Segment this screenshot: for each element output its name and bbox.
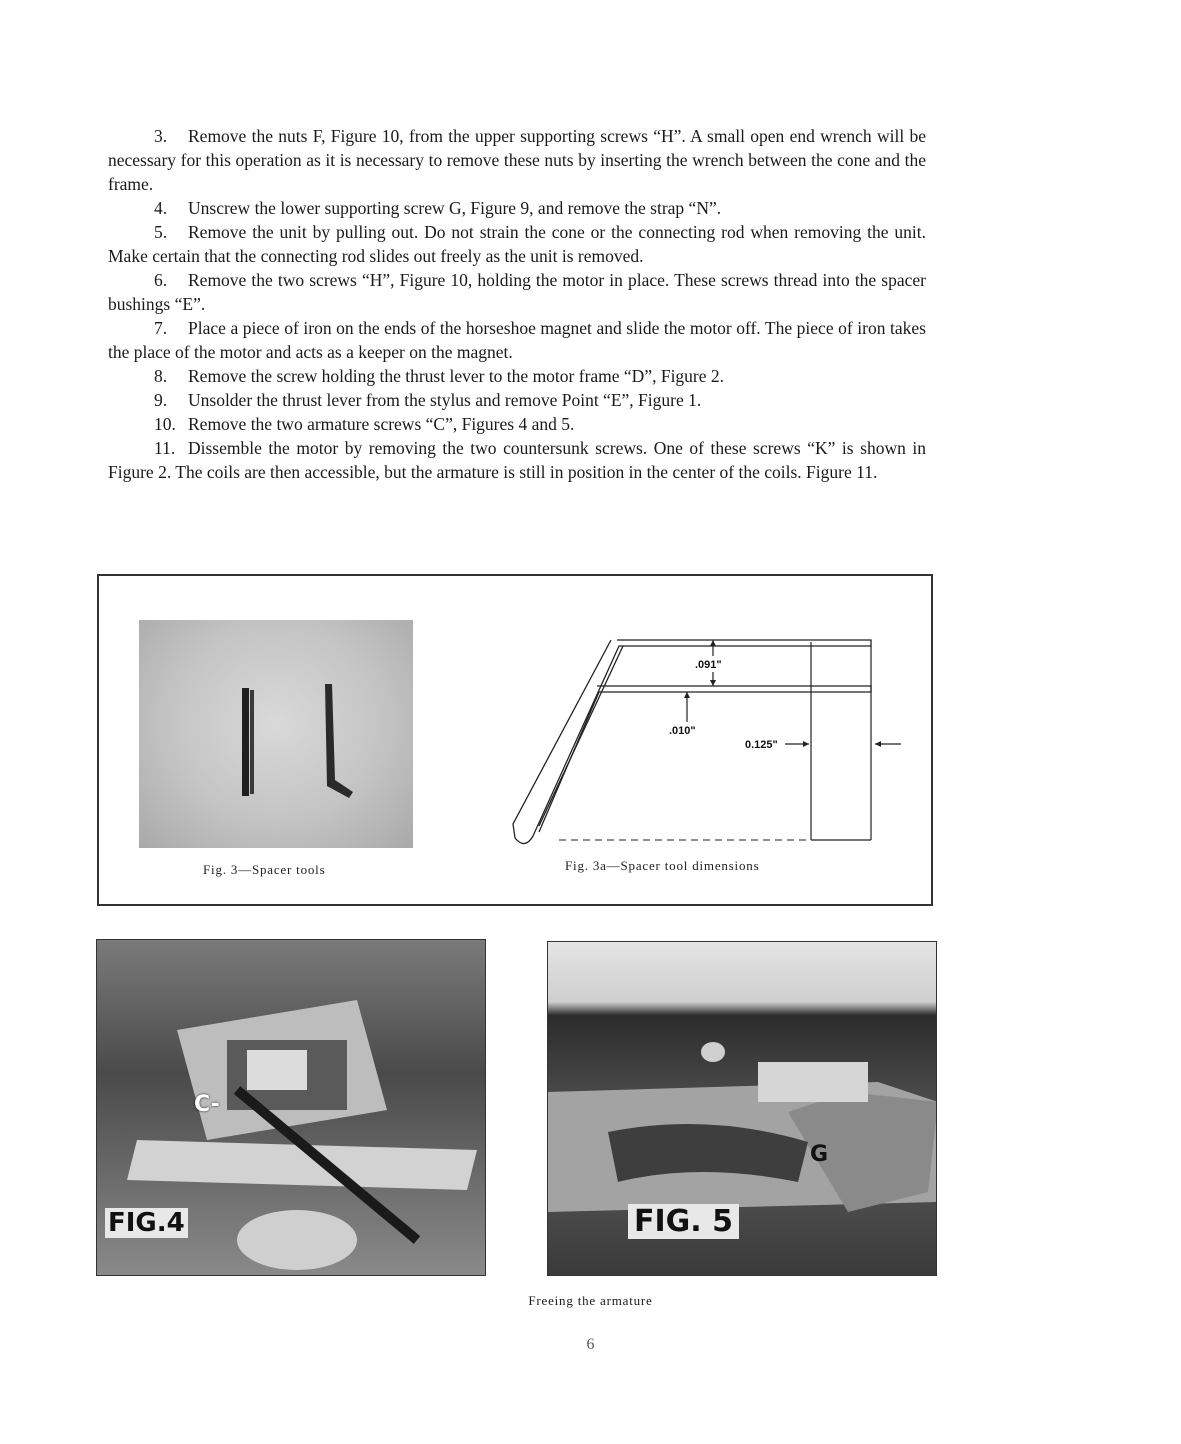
figures-4-5-caption: Freeing the armature (528, 1293, 653, 1308)
point-g-label: G (810, 1142, 829, 1167)
armature-photo-fig5 (548, 942, 937, 1276)
figure-5-label: FIG. 5 (628, 1204, 739, 1239)
figure-4-label: FIG.4 (105, 1208, 188, 1238)
dimension-0125: 0.125" (745, 739, 778, 751)
step-text: Unsolder the thrust lever from the stylus and remove Point “E”, Figure 1. (188, 390, 702, 410)
step-number: 3. (154, 126, 168, 146)
step-text: Remove the two screws “H”, Figure 10, holding the motor in place. These screws thread into the spacer bushings “E”. (108, 270, 926, 314)
step-4 (108, 196, 926, 220)
figure-3-box (97, 574, 933, 906)
instruction-text (108, 124, 926, 484)
point-c-label: C- (194, 1092, 220, 1117)
step-text: Remove the screw holding the thrust lever to the motor frame “D”, Figure 2. (188, 366, 725, 386)
step-3 (108, 124, 926, 196)
step-5 (108, 220, 926, 268)
step-number: 4. (154, 198, 168, 218)
step-number: 9. (154, 390, 168, 410)
step-number: 8. (154, 366, 168, 386)
step-number: 6. (154, 270, 168, 290)
figure-4-photo (96, 939, 486, 1276)
step-text: Remove the nuts F, Figure 10, from the upper supporting screws “H”. A small open end wrench will be necessary for this operation as it is necessary to remove these nuts by inserting the wrench between the cone and the frame. (108, 126, 926, 194)
spacer-tool-dimension-diagram (499, 626, 919, 866)
step-11 (108, 436, 926, 484)
step-text: Remove the two armature screws “C”, Figures 4 and 5. (188, 414, 575, 434)
spacer-tools-photo (139, 620, 413, 848)
step-number: 10. (154, 414, 176, 434)
step-text: Unscrew the lower supporting screw G, Figure 9, and remove the strap “N”. (188, 198, 722, 218)
step-6 (108, 268, 926, 316)
step-8 (108, 364, 926, 388)
step-number: 5. (154, 222, 168, 242)
spacer-tools-illustration (139, 620, 413, 848)
figure-3-caption: Fig. 3—Spacer tools (203, 862, 326, 877)
dimension-091: .091" (695, 659, 722, 671)
figure-5-photo (547, 941, 937, 1276)
step-10 (108, 412, 926, 436)
page-number: 6 (586, 1336, 595, 1353)
step-text: Place a piece of iron on the ends of the horseshoe magnet and slide the motor off. The piece of iron takes the place of the motor and acts as a keeper on the magnet. (108, 318, 926, 362)
figure-3a-caption: Fig. 3a—Spacer tool dimensions (565, 858, 760, 873)
step-7 (108, 316, 926, 364)
step-number: 7. (154, 318, 168, 338)
step-text: Dissemble the motor by removing the two countersunk screws. One of these screws “K” is shown in Figure 2. The coils are then accessible, but the armature is still in position in the center of the coils. Figure 11. (108, 438, 926, 482)
step-number: 11. (154, 438, 176, 458)
step-text: Remove the unit by pulling out. Do not strain the cone or the connecting rod when removing the unit. Make certain that the connecting rod slides out freely as the unit is removed. (108, 222, 926, 266)
step-9 (108, 388, 926, 412)
dimension-010: .010" (669, 725, 696, 737)
